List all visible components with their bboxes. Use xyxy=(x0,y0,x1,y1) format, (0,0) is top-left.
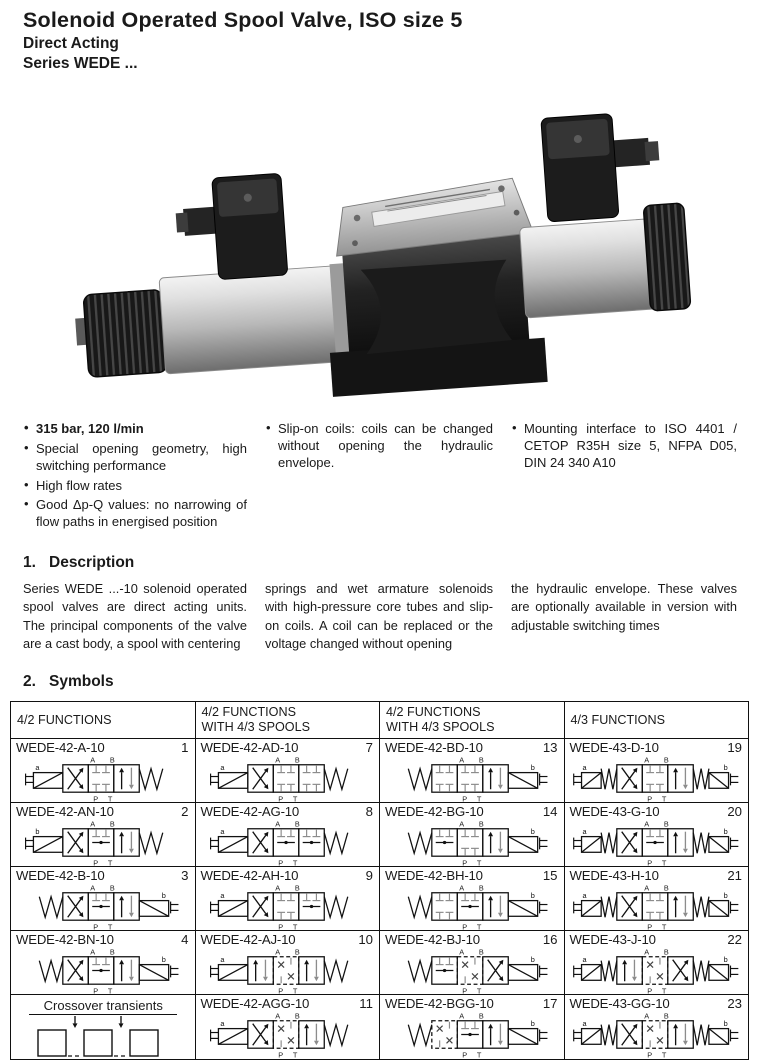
valve-symbol-diagram xyxy=(573,881,741,930)
symbol-number: 22 xyxy=(727,931,742,947)
valve-symbol xyxy=(570,753,745,802)
column-header-line2: WITH 4/3 SPOOLS xyxy=(386,719,495,734)
feature-bullet: • Good Δp-Q values: no narrowing of flow paths in energised position xyxy=(23,497,247,531)
svg-text:b: b xyxy=(35,827,40,837)
svg-text:P: P xyxy=(462,794,468,804)
valve-symbol-diagram xyxy=(19,945,187,994)
column-header-line1: 4/2 FUNCTIONS xyxy=(17,712,112,727)
valve-model-name: WEDE-42-AD-10 xyxy=(200,739,299,755)
svg-text:T: T xyxy=(108,794,113,804)
svg-text:T: T xyxy=(477,986,482,996)
symbol-cell xyxy=(195,738,380,802)
valve-model-name: WEDE-42-AN-10 xyxy=(16,803,114,819)
page-title: Solenoid Operated Spool Valve, ISO size 5 xyxy=(23,8,463,32)
svg-text:B: B xyxy=(294,947,300,957)
symbol-cell xyxy=(11,802,196,866)
svg-text:b: b xyxy=(531,955,536,965)
svg-text:T: T xyxy=(292,986,298,996)
symbol-number: 17 xyxy=(542,995,558,1011)
symbol-number: 1 xyxy=(181,739,189,755)
svg-text:T: T xyxy=(661,922,667,932)
svg-text:B: B xyxy=(479,1011,485,1021)
svg-text:B: B xyxy=(479,947,485,957)
feature-bullet: • Mounting interface to ISO 4401 / CETOP R35H size 5, NFPA D05, DIN 24 340 A10 xyxy=(511,421,737,472)
svg-text:B: B xyxy=(294,755,300,765)
valve-model-name: WEDE-43-GG-10 xyxy=(569,995,670,1011)
valve-model-name: WEDE-43-G-10 xyxy=(569,803,660,819)
svg-text:A: A xyxy=(90,947,96,957)
svg-text:T: T xyxy=(477,1050,482,1060)
symbol-cell xyxy=(564,994,749,1059)
svg-text:a: a xyxy=(582,891,587,901)
valve-symbol-diagram xyxy=(388,753,556,802)
symbol-cell xyxy=(11,738,196,802)
crossover-transients-cell xyxy=(11,994,196,1059)
column-header-line1: 4/2 FUNCTIONS xyxy=(386,705,481,720)
svg-text:b: b xyxy=(723,1019,728,1029)
valve-symbol-diagram xyxy=(573,753,741,802)
description-col-1: Series WEDE ...-10 solenoid operated spool valves are direct acting units. The principal components of the valve are a cast body, a spool with centering xyxy=(23,581,247,651)
valve-model-name: WEDE-42-BG-10 xyxy=(385,803,484,819)
valve-model-name: WEDE-42-AH-10 xyxy=(200,867,299,883)
svg-text:B: B xyxy=(294,819,300,829)
svg-text:B: B xyxy=(663,947,669,957)
svg-text:B: B xyxy=(294,1011,300,1021)
column-header-42-functions xyxy=(11,701,196,738)
valve-symbol-diagram xyxy=(19,881,187,930)
svg-text:B: B xyxy=(110,883,116,893)
svg-text:b: b xyxy=(531,891,536,901)
svg-text:B: B xyxy=(479,819,485,829)
svg-text:T: T xyxy=(292,794,298,804)
svg-text:a: a xyxy=(582,827,587,837)
valve-symbol xyxy=(16,881,191,930)
valve-symbol-diagram xyxy=(204,945,372,994)
column-header-line1: 4/3 FUNCTIONS xyxy=(570,712,665,727)
symbol-number: 2 xyxy=(181,803,189,819)
svg-text:T: T xyxy=(292,858,298,868)
svg-text:b: b xyxy=(723,891,728,901)
valve-symbol-diagram xyxy=(388,817,556,866)
valve-symbol xyxy=(201,945,376,994)
symbols-table xyxy=(10,701,749,1060)
svg-text:T: T xyxy=(477,858,482,868)
valve-symbol xyxy=(570,945,745,994)
crossover-transients-label: Crossover transients xyxy=(29,998,177,1015)
valve-symbol xyxy=(570,817,745,866)
valve-symbol-diagram xyxy=(388,881,556,930)
symbol-number: 23 xyxy=(727,995,742,1011)
symbol-number: 21 xyxy=(727,867,742,883)
svg-text:b: b xyxy=(162,891,167,901)
description-heading xyxy=(23,554,736,572)
column-header-42-with-43-spools-a xyxy=(195,701,380,738)
description-columns xyxy=(23,580,737,653)
valve-model-name: WEDE-42-BGG-10 xyxy=(385,995,494,1011)
feature-bullet: • High flow rates xyxy=(23,478,247,495)
svg-text:P: P xyxy=(277,922,283,932)
description-heading-title: Description xyxy=(49,554,135,572)
svg-text:T: T xyxy=(661,1050,667,1060)
valve-symbol-diagram xyxy=(573,817,741,866)
symbols-table-row xyxy=(11,866,749,930)
symbols-heading-title: Symbols xyxy=(49,672,114,690)
symbol-cell xyxy=(380,930,565,994)
valve-model-name: WEDE-42-AGG-10 xyxy=(200,995,310,1011)
svg-text:b: b xyxy=(723,763,728,773)
symbols-table-row xyxy=(11,802,749,866)
svg-text:P: P xyxy=(93,986,99,996)
valve-symbol xyxy=(16,817,191,866)
svg-text:T: T xyxy=(292,1050,298,1060)
svg-text:P: P xyxy=(277,794,283,804)
svg-text:P: P xyxy=(462,922,468,932)
valve-model-name: WEDE-42-BD-10 xyxy=(385,739,483,755)
valve-symbol xyxy=(201,881,376,930)
valve-symbol-diagram xyxy=(204,753,372,802)
svg-text:P: P xyxy=(93,794,99,804)
page-subtitle-series: Series WEDE ... xyxy=(23,54,138,72)
svg-text:P: P xyxy=(277,858,283,868)
svg-text:T: T xyxy=(661,858,667,868)
column-header-42-with-43-spools-b xyxy=(380,701,565,738)
symbol-cell xyxy=(380,866,565,930)
symbol-cell xyxy=(564,866,749,930)
valve-symbol-diagram xyxy=(204,817,372,866)
title-block xyxy=(0,0,759,73)
product-photo xyxy=(0,107,759,403)
svg-text:A: A xyxy=(459,819,465,829)
svg-text:a: a xyxy=(35,763,40,773)
svg-text:b: b xyxy=(531,1019,536,1029)
valve-symbol xyxy=(385,753,560,802)
valve-model-name: WEDE-43-D-10 xyxy=(569,739,659,755)
description-col-3: the hydraulic envelope. These valves are optionally available in version with adjustable switching times xyxy=(511,581,737,633)
description-heading-number: 1. xyxy=(23,554,36,572)
svg-text:A: A xyxy=(90,883,96,893)
svg-text:A: A xyxy=(459,883,465,893)
svg-text:A: A xyxy=(90,755,96,765)
svg-text:b: b xyxy=(162,955,167,965)
svg-text:A: A xyxy=(644,819,649,829)
column-header-line2: WITH 4/3 SPOOLS xyxy=(201,719,310,734)
svg-text:P: P xyxy=(646,794,652,804)
svg-text:b: b xyxy=(723,955,728,965)
svg-text:T: T xyxy=(108,986,113,996)
svg-text:A: A xyxy=(459,947,465,957)
page-subtitle-direct-acting: Direct Acting xyxy=(23,34,119,52)
svg-text:P: P xyxy=(462,1050,468,1060)
valve-symbol xyxy=(16,945,191,994)
valve-symbol xyxy=(385,881,560,930)
svg-text:P: P xyxy=(646,922,652,932)
svg-text:B: B xyxy=(294,883,300,893)
svg-text:T: T xyxy=(108,858,113,868)
valve-symbol-diagram xyxy=(204,1009,372,1058)
symbol-number: 9 xyxy=(365,867,373,883)
symbol-number: 10 xyxy=(358,931,373,947)
symbol-number: 3 xyxy=(181,867,189,883)
crossover-transients xyxy=(16,996,191,1059)
feature-column-1 xyxy=(23,421,247,534)
svg-text:P: P xyxy=(462,858,468,868)
valve-symbol-diagram xyxy=(388,945,556,994)
svg-text:P: P xyxy=(277,986,283,996)
svg-text:T: T xyxy=(108,922,113,932)
svg-text:P: P xyxy=(93,858,99,868)
feature-bullet: • Special opening geometry, high switching performance xyxy=(23,441,247,475)
valve-model-name: WEDE-42-BH-10 xyxy=(385,867,483,883)
svg-text:a: a xyxy=(582,955,587,965)
symbol-cell xyxy=(564,930,749,994)
symbol-cell xyxy=(380,994,565,1059)
symbols-heading xyxy=(23,673,736,691)
valve-symbol-diagram xyxy=(19,817,187,866)
svg-text:T: T xyxy=(661,794,667,804)
svg-text:a: a xyxy=(582,763,587,773)
svg-text:P: P xyxy=(277,1050,283,1060)
symbol-number: 16 xyxy=(542,931,558,947)
symbol-number: 15 xyxy=(542,867,558,883)
symbol-cell xyxy=(380,802,565,866)
valve-symbol-diagram xyxy=(19,753,187,802)
svg-text:A: A xyxy=(275,755,280,765)
svg-text:A: A xyxy=(459,755,465,765)
svg-text:A: A xyxy=(275,1011,280,1021)
svg-text:P: P xyxy=(93,922,99,932)
symbol-cell xyxy=(195,802,380,866)
symbol-cell xyxy=(195,994,380,1059)
svg-text:B: B xyxy=(663,819,669,829)
valve-model-name: WEDE-42-A-10 xyxy=(16,739,105,755)
symbol-cell xyxy=(564,738,749,802)
crossover-transients-diagram xyxy=(28,1015,178,1059)
valve-model-name: WEDE-43-H-10 xyxy=(569,867,659,883)
valve-symbol xyxy=(201,817,376,866)
crossover-transients-symbol xyxy=(16,1015,191,1059)
valve-symbol xyxy=(201,753,376,802)
svg-text:T: T xyxy=(661,986,667,996)
symbol-number: 8 xyxy=(365,803,373,819)
valve-symbol xyxy=(385,1009,560,1058)
symbol-cell xyxy=(195,930,380,994)
symbol-cell xyxy=(11,866,196,930)
valve-symbol-diagram xyxy=(573,945,741,994)
symbols-heading-number: 2. xyxy=(23,672,36,690)
svg-text:b: b xyxy=(531,763,536,773)
feature-column-2 xyxy=(265,421,493,534)
symbol-number: 7 xyxy=(365,739,373,755)
valve-symbol-diagram xyxy=(388,1009,556,1058)
svg-text:B: B xyxy=(110,947,116,957)
svg-text:a: a xyxy=(220,763,225,773)
svg-text:B: B xyxy=(479,755,485,765)
valve-symbol-diagram xyxy=(204,881,372,930)
symbol-number: 13 xyxy=(542,739,558,755)
svg-text:a: a xyxy=(220,827,225,837)
svg-text:a: a xyxy=(220,1019,225,1029)
svg-text:A: A xyxy=(644,1011,649,1021)
symbol-cell xyxy=(195,866,380,930)
valve-model-name: WEDE-42-AJ-10 xyxy=(200,931,296,947)
svg-text:P: P xyxy=(646,986,652,996)
solenoid-valve-photo-illustration xyxy=(72,107,688,401)
valve-model-name: WEDE-42-B-10 xyxy=(16,867,105,883)
symbol-cell xyxy=(380,738,565,802)
valve-symbol xyxy=(385,817,560,866)
column-header-line1: 4/2 FUNCTIONS xyxy=(201,705,296,720)
svg-text:A: A xyxy=(275,883,280,893)
valve-symbol xyxy=(385,945,560,994)
symbol-number: 20 xyxy=(727,803,742,819)
svg-text:B: B xyxy=(479,883,485,893)
svg-text:A: A xyxy=(644,947,649,957)
symbol-cell xyxy=(564,802,749,866)
valve-symbol xyxy=(570,881,745,930)
svg-text:A: A xyxy=(459,1011,465,1021)
svg-text:B: B xyxy=(110,819,116,829)
svg-text:b: b xyxy=(723,827,728,837)
description-col-2: springs and wet armature solenoids with high-pressure core tubes and slip-on coils. A coil can be replaced or the voltage changed without opening xyxy=(265,581,493,651)
svg-text:a: a xyxy=(220,955,225,965)
svg-text:B: B xyxy=(110,755,116,765)
valve-model-name: WEDE-43-J-10 xyxy=(569,931,656,947)
valve-symbol xyxy=(201,1009,376,1058)
symbol-cell xyxy=(11,930,196,994)
valve-symbol xyxy=(16,753,191,802)
svg-text:A: A xyxy=(275,819,280,829)
symbols-table-row xyxy=(11,738,749,802)
svg-text:a: a xyxy=(220,891,225,901)
symbol-number: 11 xyxy=(359,995,373,1011)
svg-text:T: T xyxy=(477,794,482,804)
svg-text:B: B xyxy=(663,883,669,893)
svg-text:A: A xyxy=(644,883,649,893)
svg-text:P: P xyxy=(646,1050,652,1060)
svg-text:B: B xyxy=(663,755,669,765)
feature-column-3 xyxy=(511,421,737,534)
column-header-43-functions xyxy=(564,701,749,738)
symbol-number: 4 xyxy=(181,931,189,947)
svg-text:A: A xyxy=(90,819,96,829)
valve-model-name: WEDE-42-BJ-10 xyxy=(385,931,480,947)
symbols-table-header xyxy=(11,701,749,738)
svg-text:T: T xyxy=(477,922,482,932)
symbol-number: 19 xyxy=(727,739,742,755)
svg-text:A: A xyxy=(644,755,649,765)
feature-bullet: • 315 bar, 120 l/min xyxy=(23,421,247,438)
svg-text:B: B xyxy=(663,1011,669,1021)
svg-text:T: T xyxy=(292,922,298,932)
symbols-table-row xyxy=(11,994,749,1059)
symbol-number: 14 xyxy=(542,803,558,819)
svg-text:a: a xyxy=(582,1019,587,1029)
valve-symbol xyxy=(570,1009,745,1058)
valve-symbol-diagram xyxy=(573,1009,741,1058)
valve-model-name: WEDE-42-AG-10 xyxy=(200,803,300,819)
valve-model-name: WEDE-42-BN-10 xyxy=(16,931,114,947)
svg-text:P: P xyxy=(646,858,652,868)
feature-bullets xyxy=(23,421,737,534)
symbols-table-row xyxy=(11,930,749,994)
feature-bullet: • Slip-on coils: coils can be changed without opening the hydraulic envelope. xyxy=(265,421,493,472)
svg-text:b: b xyxy=(531,827,536,837)
svg-text:P: P xyxy=(462,986,468,996)
svg-text:A: A xyxy=(275,947,280,957)
